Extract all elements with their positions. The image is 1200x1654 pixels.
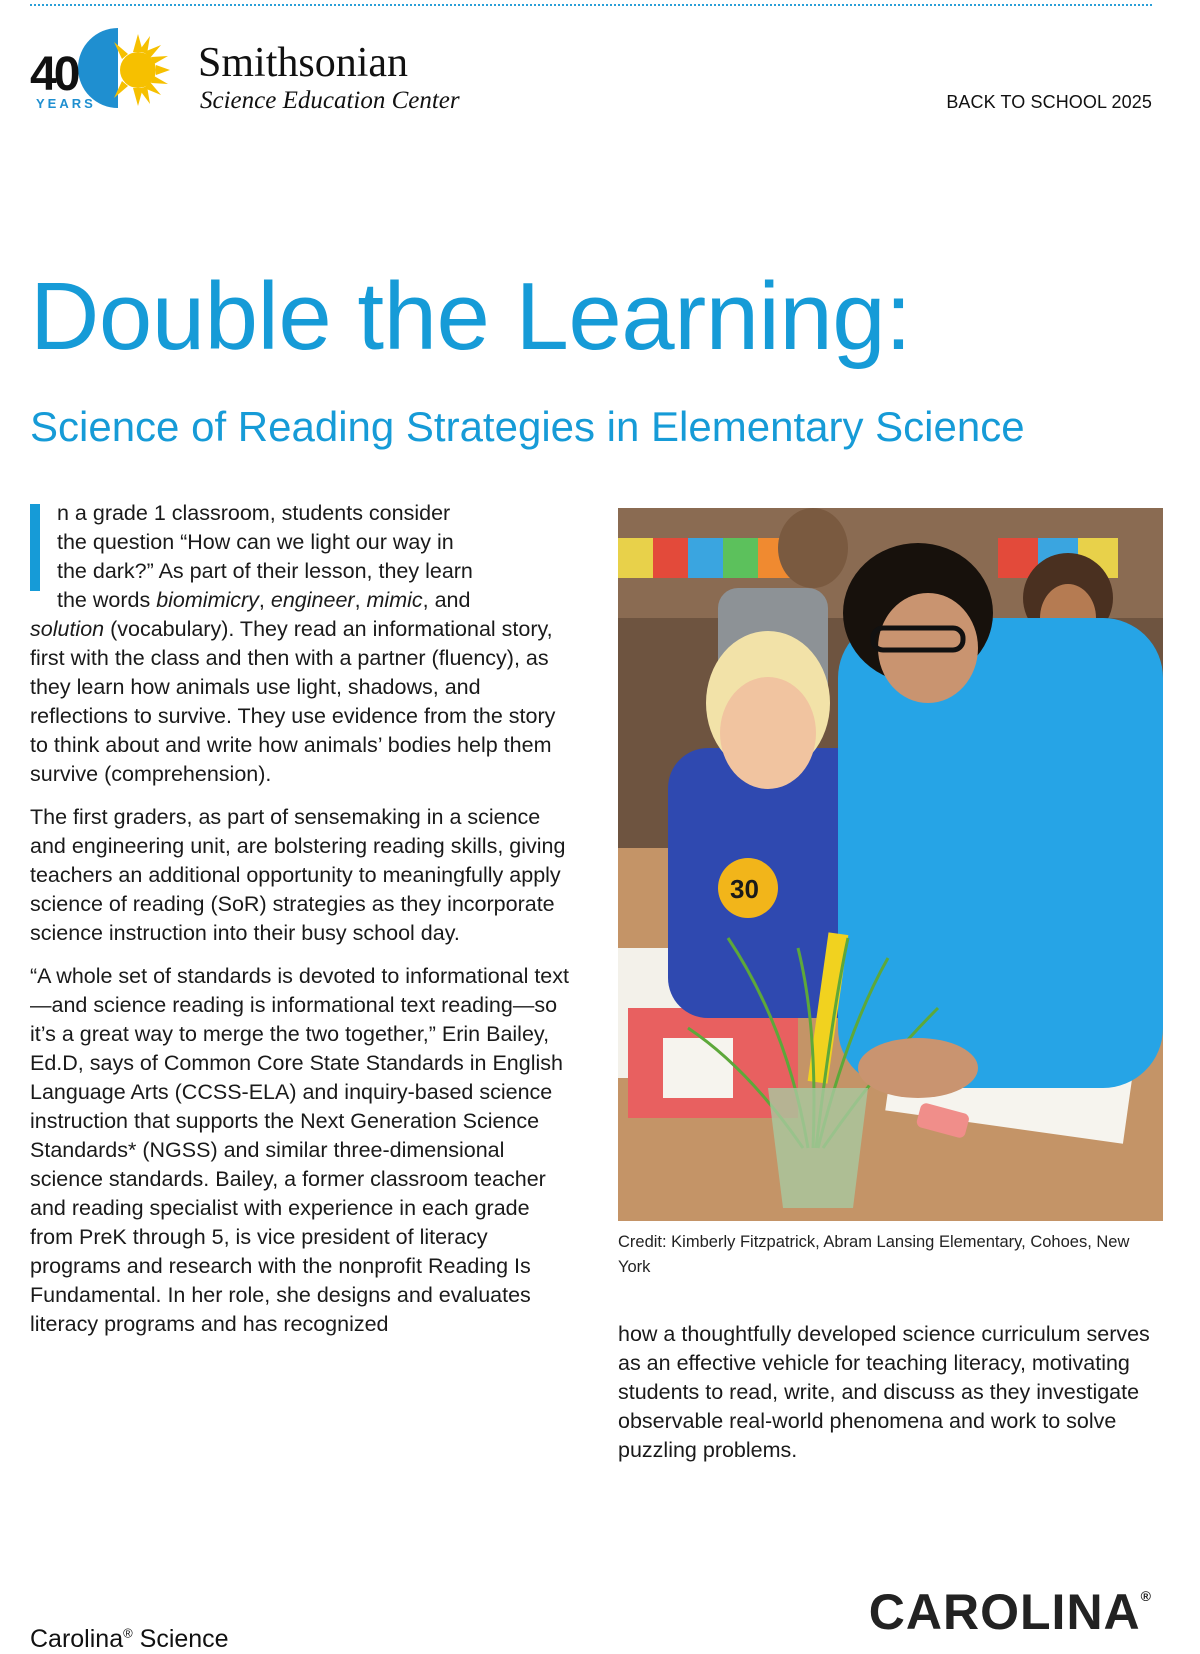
p1-sep-2: , — [354, 588, 367, 612]
p1-sep-3: , and — [422, 588, 471, 612]
paragraph-1 — [30, 499, 575, 789]
publication-name: Carolina — [30, 1625, 124, 1653]
classroom-photo-illustration — [618, 508, 1163, 1221]
carolina-logo — [869, 1586, 1152, 1638]
top-dotted-rule — [30, 4, 1152, 6]
left-column — [30, 499, 575, 1339]
carolina-registered-mark: ® — [1140, 1588, 1152, 1604]
paragraph-4: how a thoughtfully developed science curriculum serves as an effective vehicle for teaching literacy, motivating students to read, write, and discuss as they investigate observable real-world phenomena and work to solve puzzling problems. — [618, 1322, 1150, 1462]
right-column — [618, 1320, 1178, 1465]
photo-caption: Credit: Kimberly Fitzpatrick, Abram Lansing Elementary, Cohoes, New York — [618, 1233, 1130, 1276]
p1-line-3: the dark?” As part of their lesson, they learn — [57, 559, 473, 583]
publication-rest: Science — [132, 1625, 229, 1653]
org-name: Smithsonian — [198, 40, 409, 86]
issue-label: BACK TO SCHOOL 2025 — [946, 92, 1152, 112]
drop-cap-bar — [30, 504, 40, 591]
p1-line-1: n a grade 1 classroom, students consider — [57, 501, 451, 525]
page-title: Double the Learning: — [30, 263, 912, 370]
term-biomimicry: biomimicry — [156, 588, 259, 612]
logo-number: 40 — [30, 48, 78, 101]
org-subtitle: Science Education Center — [200, 87, 460, 114]
paragraph-2: The first graders, as part of sensemaking in a science and engineering unit, are bolstering reading skills, giving teachers an additional opportunity to meaningfully apply science of reading (SoR) strategies as they incorporate science instruction into their busy school day. — [30, 805, 566, 945]
term-mimic: mimic — [366, 588, 423, 612]
smithsonian-logo — [30, 28, 500, 123]
term-engineer: engineer — [270, 588, 355, 612]
sun-logo-icon — [30, 28, 190, 123]
term-solution: solution — [30, 617, 105, 641]
p1-words-prefix: the words — [57, 588, 157, 612]
p1-rest: (vocabulary). They read an informational story, first with the class and then with a partner (fluency), as they learn how animals use light, shadows, and reflections to survive. They use evidence from the story to think about and write how animals’ bodies help them survive (comprehension). — [30, 617, 556, 786]
publication-registered-mark: ® — [123, 1625, 133, 1641]
classroom-photo — [618, 508, 1163, 1221]
logo-years: YEARS — [36, 96, 96, 111]
photo-jersey-number: 30 — [730, 874, 759, 904]
paragraph-3: “A whole set of standards is devoted to informational text—and science reading is informational text reading—so it’s a great way to merge the two together,” Erin Bailey, Ed.D, says of Common Core State Standards in English Language Arts (CCSS-ELA) and inquiry-based science instruction that supports the Next Generation Science Standards* (NGSS) and similar three-dimensional science standards. Bailey, a former classroom teacher and reading specialist with experience in each grade from PreK through 5, is vice president of literacy programs and research with the nonprofit Reading Is Fundamental. In her role, she designs and evaluates literacy programs and has recognized — [30, 964, 569, 1336]
page-subtitle: Science of Reading Strategies in Elementary Science — [30, 403, 1025, 450]
footer-publication — [30, 1625, 229, 1654]
carolina-wordmark: CAROLINA — [868, 1584, 1141, 1640]
p1-sep-1: , — [258, 588, 271, 612]
p1-line-2: the question “How can we light our way in — [57, 530, 454, 554]
